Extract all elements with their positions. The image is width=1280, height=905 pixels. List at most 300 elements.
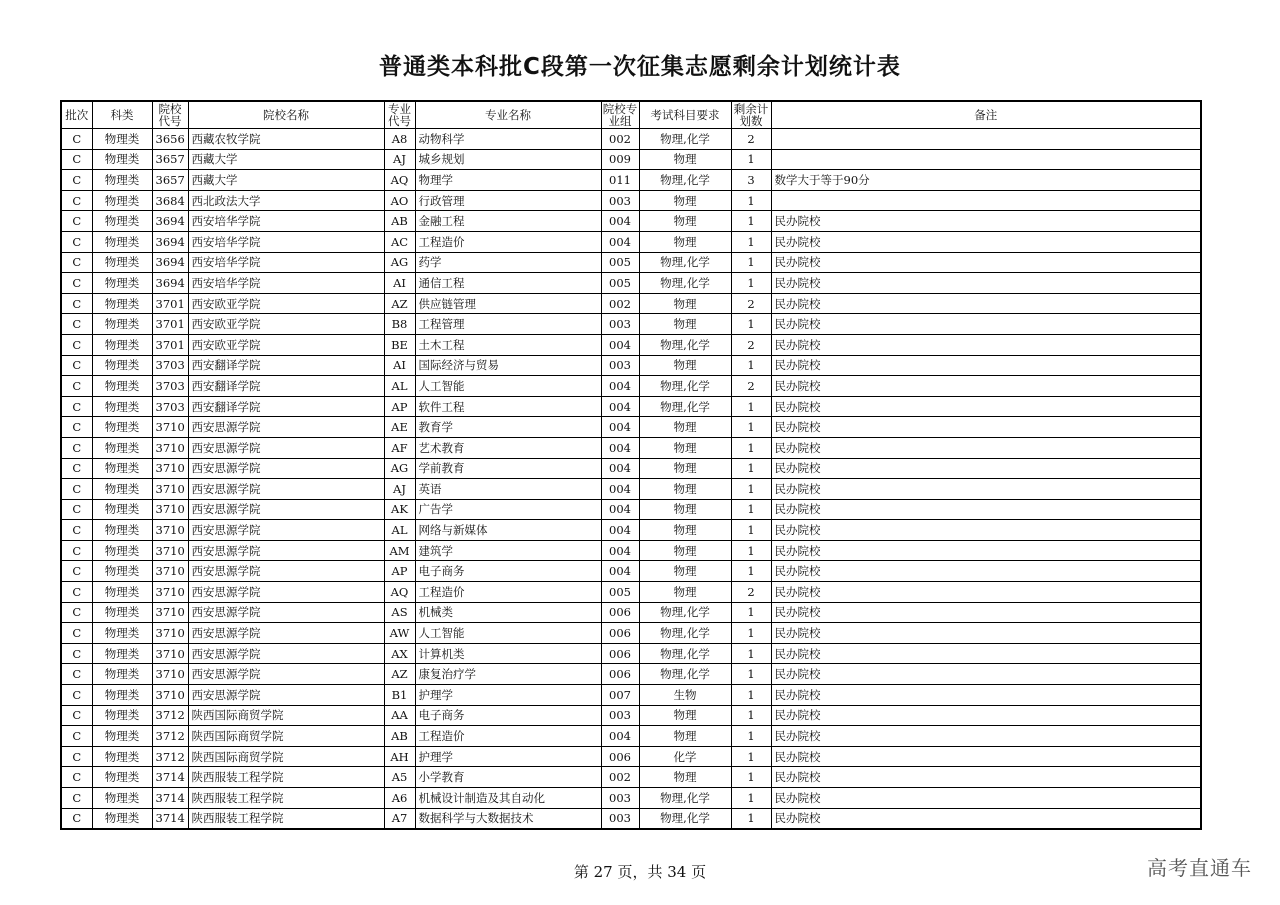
table-row <box>61 582 1201 603</box>
cell-group: 006 <box>601 602 639 623</box>
cell-requirement: 物理 <box>639 540 731 561</box>
cell-batch: C <box>61 767 92 788</box>
cell-major-code: A7 <box>384 808 415 829</box>
cell-major-name: 护理学 <box>415 746 601 767</box>
cell-subject: 物理类 <box>92 623 152 644</box>
cell-major-name: 小学教育 <box>415 767 601 788</box>
cell-requirement: 物理,化学 <box>639 129 731 150</box>
cell-subject: 物理类 <box>92 293 152 314</box>
cell-major-code: B8 <box>384 314 415 335</box>
cell-group: 003 <box>601 788 639 809</box>
cell-batch: C <box>61 685 92 706</box>
table-row <box>61 602 1201 623</box>
cell-note: 民办院校 <box>771 293 1201 314</box>
cell-subject: 物理类 <box>92 314 152 335</box>
cell-group: 002 <box>601 293 639 314</box>
table-row <box>61 561 1201 582</box>
cell-major-name: 工程管理 <box>415 314 601 335</box>
header-major-name: 专业名称 <box>415 101 601 129</box>
cell-remaining: 1 <box>731 623 771 644</box>
table-row <box>61 479 1201 500</box>
cell-major-name: 物理学 <box>415 170 601 191</box>
table-row <box>61 437 1201 458</box>
cell-note <box>771 190 1201 211</box>
cell-major-name: 金融工程 <box>415 211 601 232</box>
cell-major-name: 工程造价 <box>415 582 601 603</box>
cell-batch: C <box>61 643 92 664</box>
cell-major-name: 供应链管理 <box>415 293 601 314</box>
cell-school-code: 3710 <box>152 479 188 500</box>
page-title: 普通类本科批C段第一次征集志愿剩余计划统计表 <box>379 54 901 80</box>
cell-requirement: 物理,化学 <box>639 643 731 664</box>
cell-remaining: 1 <box>731 231 771 252</box>
cell-school-name: 西安思源学院 <box>188 540 384 561</box>
cell-remaining: 3 <box>731 170 771 191</box>
cell-remaining: 1 <box>731 561 771 582</box>
cell-school-name: 西安思源学院 <box>188 664 384 685</box>
cell-major-code: B1 <box>384 685 415 706</box>
cell-major-code: AF <box>384 437 415 458</box>
cell-note: 民办院校 <box>771 314 1201 335</box>
cell-requirement: 物理 <box>639 726 731 747</box>
cell-group: 006 <box>601 664 639 685</box>
table-row <box>61 808 1201 829</box>
cell-batch: C <box>61 293 92 314</box>
plan-table <box>60 100 1202 830</box>
table-row <box>61 417 1201 438</box>
cell-major-name: 教育学 <box>415 417 601 438</box>
header-note: 备注 <box>771 101 1201 129</box>
cell-subject: 物理类 <box>92 561 152 582</box>
cell-school-name: 陕西国际商贸学院 <box>188 726 384 747</box>
cell-school-code: 3710 <box>152 520 188 541</box>
cell-school-name: 陕西服装工程学院 <box>188 767 384 788</box>
table-row <box>61 129 1201 150</box>
cell-school-code: 3712 <box>152 746 188 767</box>
cell-subject: 物理类 <box>92 437 152 458</box>
cell-school-name: 西安思源学院 <box>188 479 384 500</box>
cell-group: 004 <box>601 540 639 561</box>
cell-requirement: 物理 <box>639 190 731 211</box>
cell-school-code: 3710 <box>152 437 188 458</box>
cell-batch: C <box>61 314 92 335</box>
cell-note: 民办院校 <box>771 643 1201 664</box>
cell-school-name: 陕西国际商贸学院 <box>188 746 384 767</box>
cell-school-name: 西安欧亚学院 <box>188 293 384 314</box>
cell-batch: C <box>61 355 92 376</box>
cell-remaining: 1 <box>731 643 771 664</box>
cell-note: 民办院校 <box>771 767 1201 788</box>
cell-major-name: 护理学 <box>415 685 601 706</box>
cell-note: 民办院校 <box>771 211 1201 232</box>
cell-group: 003 <box>601 190 639 211</box>
cell-major-name: 艺术教育 <box>415 437 601 458</box>
cell-major-name: 电子商务 <box>415 705 601 726</box>
cell-subject: 物理类 <box>92 211 152 232</box>
cell-requirement: 物理 <box>639 149 731 170</box>
cell-school-name: 西安思源学院 <box>188 602 384 623</box>
cell-major-code: AS <box>384 602 415 623</box>
cell-note <box>771 129 1201 150</box>
cell-subject: 物理类 <box>92 602 152 623</box>
table-row <box>61 170 1201 191</box>
cell-subject: 物理类 <box>92 479 152 500</box>
cell-note <box>771 149 1201 170</box>
header-school-name: 院校名称 <box>188 101 384 129</box>
table-row <box>61 623 1201 644</box>
cell-requirement: 物理 <box>639 211 731 232</box>
cell-remaining: 1 <box>731 190 771 211</box>
cell-major-code: AA <box>384 705 415 726</box>
table-row <box>61 499 1201 520</box>
cell-school-name: 西安欧亚学院 <box>188 334 384 355</box>
cell-note: 民办院校 <box>771 540 1201 561</box>
cell-remaining: 1 <box>731 767 771 788</box>
header-subject: 科类 <box>92 101 152 129</box>
cell-note: 民办院校 <box>771 479 1201 500</box>
cell-requirement: 物理,化学 <box>639 664 731 685</box>
cell-major-code: AO <box>384 190 415 211</box>
cell-major-name: 电子商务 <box>415 561 601 582</box>
table-row <box>61 540 1201 561</box>
cell-school-code: 3657 <box>152 149 188 170</box>
cell-group: 002 <box>601 767 639 788</box>
cell-subject: 物理类 <box>92 499 152 520</box>
cell-batch: C <box>61 129 92 150</box>
cell-group: 004 <box>601 417 639 438</box>
header-batch: 批次 <box>61 101 92 129</box>
table-row <box>61 685 1201 706</box>
header-requirement: 考试科目要求 <box>639 101 731 129</box>
cell-requirement: 物理 <box>639 314 731 335</box>
cell-batch: C <box>61 211 92 232</box>
cell-requirement: 生物 <box>639 685 731 706</box>
cell-subject: 物理类 <box>92 149 152 170</box>
cell-requirement: 物理 <box>639 355 731 376</box>
cell-subject: 物理类 <box>92 746 152 767</box>
cell-remaining: 1 <box>731 355 771 376</box>
cell-remaining: 2 <box>731 334 771 355</box>
cell-major-name: 学前教育 <box>415 458 601 479</box>
cell-major-code: AI <box>384 355 415 376</box>
cell-school-name: 陕西服装工程学院 <box>188 788 384 809</box>
cell-requirement: 物理 <box>639 479 731 500</box>
cell-subject: 物理类 <box>92 540 152 561</box>
cell-batch: C <box>61 479 92 500</box>
cell-major-code: AW <box>384 623 415 644</box>
cell-batch: C <box>61 788 92 809</box>
cell-note: 民办院校 <box>771 458 1201 479</box>
cell-group: 003 <box>601 808 639 829</box>
cell-requirement: 物理 <box>639 437 731 458</box>
cell-group: 006 <box>601 746 639 767</box>
cell-group: 004 <box>601 437 639 458</box>
cell-remaining: 1 <box>731 746 771 767</box>
cell-group: 006 <box>601 643 639 664</box>
cell-requirement: 物理 <box>639 561 731 582</box>
table-row <box>61 190 1201 211</box>
cell-school-name: 西安思源学院 <box>188 417 384 438</box>
cell-school-name: 西安翻译学院 <box>188 396 384 417</box>
cell-note: 民办院校 <box>771 437 1201 458</box>
cell-major-name: 机械设计制造及其自动化 <box>415 788 601 809</box>
cell-major-code: AP <box>384 396 415 417</box>
cell-remaining: 2 <box>731 376 771 397</box>
cell-major-code: AL <box>384 520 415 541</box>
cell-remaining: 1 <box>731 726 771 747</box>
table-row <box>61 664 1201 685</box>
cell-group: 004 <box>601 334 639 355</box>
cell-major-code: A8 <box>384 129 415 150</box>
cell-school-name: 西安培华学院 <box>188 252 384 273</box>
cell-school-name: 西安翻译学院 <box>188 355 384 376</box>
cell-school-code: 3701 <box>152 314 188 335</box>
cell-school-name: 西安培华学院 <box>188 211 384 232</box>
table-header-row <box>61 101 1201 129</box>
cell-school-name: 陕西服装工程学院 <box>188 808 384 829</box>
cell-batch: C <box>61 623 92 644</box>
header-remaining: 剩余计划数 <box>731 101 771 129</box>
cell-remaining: 1 <box>731 273 771 294</box>
cell-major-code: AC <box>384 231 415 252</box>
cell-remaining: 1 <box>731 520 771 541</box>
cell-school-name: 西北政法大学 <box>188 190 384 211</box>
cell-batch: C <box>61 376 92 397</box>
cell-batch: C <box>61 190 92 211</box>
table-row <box>61 396 1201 417</box>
cell-subject: 物理类 <box>92 355 152 376</box>
cell-school-code: 3712 <box>152 726 188 747</box>
table-row <box>61 334 1201 355</box>
cell-group: 004 <box>601 561 639 582</box>
cell-note: 民办院校 <box>771 520 1201 541</box>
cell-major-code: AB <box>384 211 415 232</box>
cell-school-name: 西安思源学院 <box>188 643 384 664</box>
cell-school-code: 3710 <box>152 623 188 644</box>
cell-school-code: 3710 <box>152 561 188 582</box>
cell-school-code: 3694 <box>152 252 188 273</box>
cell-requirement: 物理 <box>639 705 731 726</box>
cell-subject: 物理类 <box>92 458 152 479</box>
cell-remaining: 1 <box>731 314 771 335</box>
cell-batch: C <box>61 540 92 561</box>
cell-batch: C <box>61 561 92 582</box>
cell-batch: C <box>61 231 92 252</box>
table-row <box>61 746 1201 767</box>
cell-requirement: 物理,化学 <box>639 808 731 829</box>
cell-school-name: 西安思源学院 <box>188 499 384 520</box>
cell-major-name: 网络与新媒体 <box>415 520 601 541</box>
cell-note: 民办院校 <box>771 746 1201 767</box>
cell-group: 004 <box>601 376 639 397</box>
cell-school-code: 3714 <box>152 788 188 809</box>
cell-batch: C <box>61 170 92 191</box>
cell-subject: 物理类 <box>92 231 152 252</box>
cell-group: 007 <box>601 685 639 706</box>
cell-school-code: 3710 <box>152 540 188 561</box>
cell-subject: 物理类 <box>92 417 152 438</box>
cell-major-code: AM <box>384 540 415 561</box>
cell-school-code: 3694 <box>152 231 188 252</box>
cell-batch: C <box>61 808 92 829</box>
cell-remaining: 1 <box>731 685 771 706</box>
cell-school-code: 3694 <box>152 273 188 294</box>
cell-batch: C <box>61 746 92 767</box>
cell-school-name: 西安培华学院 <box>188 231 384 252</box>
table-row <box>61 149 1201 170</box>
table-row <box>61 788 1201 809</box>
cell-subject: 物理类 <box>92 705 152 726</box>
cell-major-code: AG <box>384 458 415 479</box>
cell-batch: C <box>61 273 92 294</box>
cell-major-name: 软件工程 <box>415 396 601 417</box>
header-school-code: 院校代号 <box>152 101 188 129</box>
cell-school-name: 陕西国际商贸学院 <box>188 705 384 726</box>
cell-major-name: 建筑学 <box>415 540 601 561</box>
cell-requirement: 物理 <box>639 458 731 479</box>
cell-subject: 物理类 <box>92 664 152 685</box>
cell-major-name: 人工智能 <box>415 623 601 644</box>
cell-remaining: 2 <box>731 129 771 150</box>
cell-requirement: 物理,化学 <box>639 252 731 273</box>
cell-school-code: 3710 <box>152 417 188 438</box>
cell-group: 004 <box>601 726 639 747</box>
cell-group: 002 <box>601 129 639 150</box>
cell-batch: C <box>61 149 92 170</box>
header-major-code: 专业代号 <box>384 101 415 129</box>
cell-group: 003 <box>601 705 639 726</box>
cell-requirement: 物理,化学 <box>639 396 731 417</box>
cell-remaining: 1 <box>731 252 771 273</box>
cell-major-code: AG <box>384 252 415 273</box>
table-row <box>61 520 1201 541</box>
cell-major-name: 药学 <box>415 252 601 273</box>
cell-batch: C <box>61 417 92 438</box>
cell-school-code: 3703 <box>152 355 188 376</box>
cell-note: 民办院校 <box>771 808 1201 829</box>
cell-school-code: 3710 <box>152 643 188 664</box>
cell-group: 009 <box>601 149 639 170</box>
cell-major-code: AP <box>384 561 415 582</box>
cell-note: 民办院校 <box>771 231 1201 252</box>
cell-requirement: 物理,化学 <box>639 334 731 355</box>
cell-remaining: 1 <box>731 437 771 458</box>
cell-batch: C <box>61 520 92 541</box>
cell-major-name: 英语 <box>415 479 601 500</box>
cell-major-code: AH <box>384 746 415 767</box>
cell-school-code: 3710 <box>152 685 188 706</box>
cell-major-name: 工程造价 <box>415 726 601 747</box>
cell-batch: C <box>61 726 92 747</box>
cell-subject: 物理类 <box>92 396 152 417</box>
cell-requirement: 物理 <box>639 293 731 314</box>
cell-note: 民办院校 <box>771 499 1201 520</box>
cell-remaining: 1 <box>731 479 771 500</box>
header-group: 院校专业组 <box>602 102 638 128</box>
cell-batch: C <box>61 664 92 685</box>
table-row <box>61 726 1201 747</box>
cell-subject: 物理类 <box>92 273 152 294</box>
cell-note: 民办院校 <box>771 417 1201 438</box>
cell-subject: 物理类 <box>92 788 152 809</box>
cell-remaining: 2 <box>731 293 771 314</box>
cell-note: 民办院校 <box>771 582 1201 603</box>
cell-major-code: AB <box>384 726 415 747</box>
cell-group: 005 <box>601 582 639 603</box>
cell-note: 民办院校 <box>771 252 1201 273</box>
cell-batch: C <box>61 705 92 726</box>
cell-major-name: 人工智能 <box>415 376 601 397</box>
table-row <box>61 458 1201 479</box>
cell-note: 民办院校 <box>771 664 1201 685</box>
cell-remaining: 1 <box>731 664 771 685</box>
cell-requirement: 物理,化学 <box>639 623 731 644</box>
cell-school-name: 西安思源学院 <box>188 437 384 458</box>
cell-remaining: 1 <box>731 211 771 232</box>
cell-requirement: 化学 <box>639 746 731 767</box>
cell-school-code: 3684 <box>152 190 188 211</box>
cell-note: 民办院校 <box>771 396 1201 417</box>
cell-group: 011 <box>601 170 639 191</box>
cell-major-code: AQ <box>384 170 415 191</box>
cell-major-name: 行政管理 <box>415 190 601 211</box>
cell-group: 005 <box>601 252 639 273</box>
cell-note: 民办院校 <box>771 376 1201 397</box>
cell-major-name: 土木工程 <box>415 334 601 355</box>
cell-major-code: AZ <box>384 293 415 314</box>
cell-subject: 物理类 <box>92 767 152 788</box>
cell-note: 民办院校 <box>771 561 1201 582</box>
cell-batch: C <box>61 499 92 520</box>
table-body <box>61 129 1201 830</box>
cell-requirement: 物理 <box>639 231 731 252</box>
cell-subject: 物理类 <box>92 520 152 541</box>
cell-major-code: A6 <box>384 788 415 809</box>
cell-remaining: 1 <box>731 149 771 170</box>
cell-group: 004 <box>601 211 639 232</box>
cell-major-name: 计算机类 <box>415 643 601 664</box>
cell-major-name: 工程造价 <box>415 231 601 252</box>
cell-major-code: AZ <box>384 664 415 685</box>
cell-batch: C <box>61 334 92 355</box>
cell-group: 004 <box>601 458 639 479</box>
cell-school-code: 3714 <box>152 767 188 788</box>
cell-school-code: 3656 <box>152 129 188 150</box>
table-row <box>61 252 1201 273</box>
cell-subject: 物理类 <box>92 252 152 273</box>
cell-major-name: 康复治疗学 <box>415 664 601 685</box>
cell-subject: 物理类 <box>92 643 152 664</box>
table-row <box>61 767 1201 788</box>
cell-major-code: AK <box>384 499 415 520</box>
cell-school-code: 3710 <box>152 499 188 520</box>
cell-subject: 物理类 <box>92 376 152 397</box>
cell-school-name: 西安培华学院 <box>188 273 384 294</box>
cell-requirement: 物理,化学 <box>639 602 731 623</box>
cell-major-name: 数据科学与大数据技术 <box>415 808 601 829</box>
cell-subject: 物理类 <box>92 190 152 211</box>
cell-requirement: 物理 <box>639 767 731 788</box>
cell-major-code: AX <box>384 643 415 664</box>
cell-school-code: 3694 <box>152 211 188 232</box>
cell-group: 003 <box>601 355 639 376</box>
table-row <box>61 643 1201 664</box>
cell-school-code: 3714 <box>152 808 188 829</box>
cell-major-code: AI <box>384 273 415 294</box>
cell-note: 民办院校 <box>771 273 1201 294</box>
cell-requirement: 物理 <box>639 582 731 603</box>
cell-school-code: 3701 <box>152 334 188 355</box>
